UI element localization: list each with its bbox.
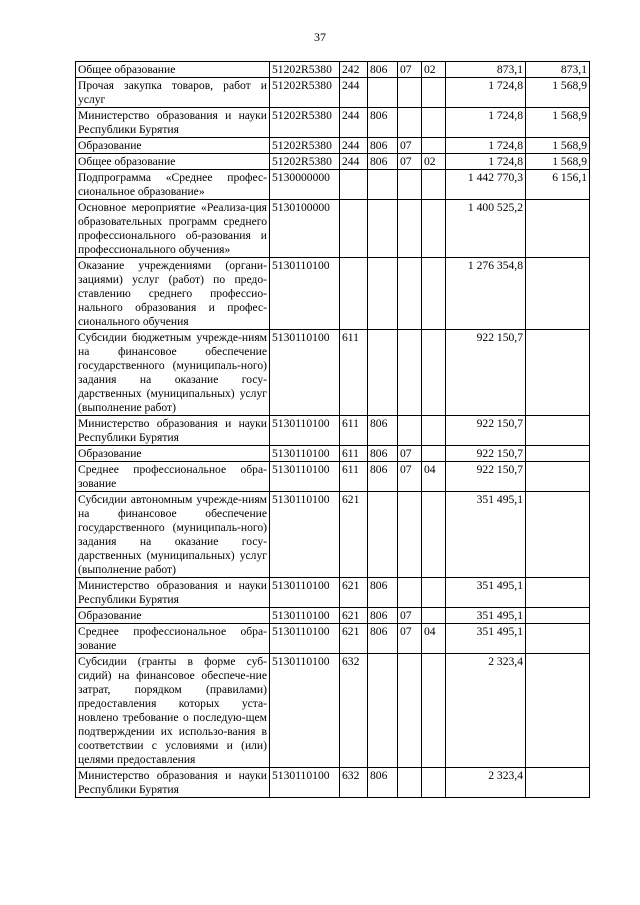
section-code-cell <box>398 654 422 768</box>
target-code-cell: 5130110100 <box>270 462 340 492</box>
target-code-cell: 5130110100 <box>270 492 340 578</box>
amount-second-cell: 1 568,9 <box>526 154 590 170</box>
table-row <box>76 768 590 798</box>
amount-cell: 1 724,8 <box>446 138 526 154</box>
administrator-code-cell: 806 <box>368 578 398 608</box>
row-name-cell: Общее образование <box>76 62 270 78</box>
subsection-code-cell <box>422 578 446 608</box>
table-row <box>76 170 590 200</box>
section-code-cell <box>398 768 422 798</box>
subsection-code-cell <box>422 170 446 200</box>
subsection-code-cell <box>422 768 446 798</box>
administrator-code-cell <box>368 330 398 416</box>
administrator-code-cell: 806 <box>368 768 398 798</box>
amount-second-cell <box>526 624 590 654</box>
table-row <box>76 416 590 446</box>
section-code-cell <box>398 258 422 330</box>
amount-cell: 351 495,1 <box>446 624 526 654</box>
amount-second-cell: 1 568,9 <box>526 138 590 154</box>
target-code-cell: 51202R5380 <box>270 78 340 108</box>
row-name-cell: Оказание учреждениями (органи-зациями) услуг (работ) по предо-ставлению среднего профессио-нального образования и профес-сионального обучения <box>76 258 270 330</box>
subsection-code-cell <box>422 330 446 416</box>
amount-cell: 922 150,7 <box>446 462 526 492</box>
expense-type-cell <box>340 200 368 258</box>
section-code-cell: 07 <box>398 62 422 78</box>
table-row <box>76 446 590 462</box>
subsection-code-cell <box>422 258 446 330</box>
target-code-cell: 51202R5380 <box>270 108 340 138</box>
administrator-code-cell: 806 <box>368 108 398 138</box>
row-name-cell: Образование <box>76 138 270 154</box>
amount-second-cell <box>526 258 590 330</box>
target-code-cell: 5130110100 <box>270 768 340 798</box>
section-code-cell <box>398 170 422 200</box>
section-code-cell <box>398 200 422 258</box>
row-name-cell: Прочая закупка товаров, работ и услуг <box>76 78 270 108</box>
row-name-cell: Среднее профессиональное обра-зование <box>76 462 270 492</box>
section-code-cell: 07 <box>398 608 422 624</box>
table-row <box>76 154 590 170</box>
table-row <box>76 608 590 624</box>
amount-second-cell: 6 156,1 <box>526 170 590 200</box>
expense-type-cell: 621 <box>340 492 368 578</box>
row-name-cell: Среднее профессиональное обра-зование <box>76 624 270 654</box>
administrator-code-cell <box>368 200 398 258</box>
amount-second-cell <box>526 200 590 258</box>
amount-cell: 1 276 354,8 <box>446 258 526 330</box>
target-code-cell: 5130110100 <box>270 258 340 330</box>
row-name-cell: Образование <box>76 446 270 462</box>
section-code-cell: 07 <box>398 154 422 170</box>
amount-cell: 1 442 770,3 <box>446 170 526 200</box>
subsection-code-cell <box>422 654 446 768</box>
section-code-cell <box>398 330 422 416</box>
amount-second-cell <box>526 654 590 768</box>
subsection-code-cell <box>422 608 446 624</box>
administrator-code-cell: 806 <box>368 138 398 154</box>
amount-cell: 1 724,8 <box>446 108 526 138</box>
amount-cell: 351 495,1 <box>446 608 526 624</box>
administrator-code-cell: 806 <box>368 416 398 446</box>
section-code-cell <box>398 492 422 578</box>
row-name-cell: Субсидии бюджетным учрежде-ниям на финансовое обеспечение государственного (муниципаль-ного) задания на оказание госу-дарственных (муниципальных) услуг (выполнение работ) <box>76 330 270 416</box>
target-code-cell: 51202R5380 <box>270 62 340 78</box>
expense-type-cell: 242 <box>340 62 368 78</box>
table-row <box>76 108 590 138</box>
subsection-code-cell <box>422 78 446 108</box>
row-name-cell: Субсидии (гранты в форме суб-сидий) на финансовое обеспече-ние затрат, порядком (правилами) предоставления которых уста-новлено требование о последую-щем подтверждении их использо-вания в соответствии с условиями и (или) целями предоставления <box>76 654 270 768</box>
target-code-cell: 5130110100 <box>270 416 340 446</box>
section-code-cell: 07 <box>398 462 422 492</box>
expense-type-cell: 621 <box>340 624 368 654</box>
amount-second-cell <box>526 462 590 492</box>
row-name-cell: Министерство образования и науки Республики Бурятия <box>76 108 270 138</box>
table-row <box>76 78 590 108</box>
row-name-cell: Общее образование <box>76 154 270 170</box>
administrator-code-cell: 806 <box>368 624 398 654</box>
subsection-code-cell <box>422 416 446 446</box>
row-name-cell: Основное мероприятие «Реализа-ция образовательных программ среднего профессионального об-разования и профессионального обучения» <box>76 200 270 258</box>
target-code-cell: 5130110100 <box>270 330 340 416</box>
expense-type-cell: 632 <box>340 654 368 768</box>
amount-cell: 873,1 <box>446 62 526 78</box>
administrator-code-cell: 806 <box>368 462 398 492</box>
page-number: 37 <box>314 30 326 44</box>
subsection-code-cell: 02 <box>422 62 446 78</box>
administrator-code-cell <box>368 492 398 578</box>
target-code-cell: 5130110100 <box>270 608 340 624</box>
section-code-cell: 07 <box>398 624 422 654</box>
amount-second-cell <box>526 578 590 608</box>
table-row <box>76 258 590 330</box>
section-code-cell <box>398 416 422 446</box>
target-code-cell: 51202R5380 <box>270 138 340 154</box>
administrator-code-cell: 806 <box>368 608 398 624</box>
table-row <box>76 462 590 492</box>
amount-cell: 922 150,7 <box>446 446 526 462</box>
expense-type-cell: 611 <box>340 446 368 462</box>
table-row <box>76 200 590 258</box>
expense-type-cell: 632 <box>340 768 368 798</box>
target-code-cell: 5130100000 <box>270 200 340 258</box>
table-row <box>76 654 590 768</box>
amount-second-cell: 1 568,9 <box>526 108 590 138</box>
subsection-code-cell: 04 <box>422 462 446 492</box>
administrator-code-cell: 806 <box>368 62 398 78</box>
amount-second-cell <box>526 492 590 578</box>
amount-cell: 351 495,1 <box>446 492 526 578</box>
expense-type-cell: 611 <box>340 330 368 416</box>
table-row <box>76 62 590 78</box>
administrator-code-cell: 806 <box>368 154 398 170</box>
row-name-cell: Подпрограмма «Среднее профес-сиональное образование» <box>76 170 270 200</box>
subsection-code-cell <box>422 108 446 138</box>
subsection-code-cell <box>422 200 446 258</box>
expense-type-cell: 244 <box>340 108 368 138</box>
target-code-cell: 5130110100 <box>270 578 340 608</box>
row-name-cell: Субсидии автономным учрежде-ниям на финансовое обеспечение государственного (муниципаль-ного) задания на оказание госу-дарственных (муниципальных) услуг (выполнение работ) <box>76 492 270 578</box>
administrator-code-cell <box>368 78 398 108</box>
expense-type-cell <box>340 170 368 200</box>
section-code-cell <box>398 578 422 608</box>
row-name-cell: Министерство образования и науки Республики Бурятия <box>76 416 270 446</box>
expense-type-cell: 244 <box>340 138 368 154</box>
administrator-code-cell: 806 <box>368 446 398 462</box>
section-code-cell <box>398 108 422 138</box>
target-code-cell: 5130110100 <box>270 624 340 654</box>
amount-cell: 922 150,7 <box>446 416 526 446</box>
section-code-cell: 07 <box>398 138 422 154</box>
subsection-code-cell: 02 <box>422 154 446 170</box>
target-code-cell: 5130000000 <box>270 170 340 200</box>
amount-second-cell <box>526 330 590 416</box>
amount-second-cell <box>526 416 590 446</box>
amount-cell: 2 323,4 <box>446 768 526 798</box>
expense-type-cell: 621 <box>340 578 368 608</box>
administrator-code-cell <box>368 170 398 200</box>
target-code-cell: 51202R5380 <box>270 154 340 170</box>
amount-cell: 2 323,4 <box>446 654 526 768</box>
table-row <box>76 578 590 608</box>
expense-type-cell: 244 <box>340 154 368 170</box>
amount-cell: 1 724,8 <box>446 154 526 170</box>
amount-cell: 1 400 525,2 <box>446 200 526 258</box>
row-name-cell: Министерство образования и науки Республики Бурятия <box>76 578 270 608</box>
amount-cell: 922 150,7 <box>446 330 526 416</box>
table-row <box>76 138 590 154</box>
section-code-cell: 07 <box>398 446 422 462</box>
administrator-code-cell <box>368 258 398 330</box>
row-name-cell: Министерство образования и науки Республики Бурятия <box>76 768 270 798</box>
amount-second-cell <box>526 768 590 798</box>
amount-second-cell <box>526 608 590 624</box>
table-row <box>76 492 590 578</box>
budget-table <box>75 61 590 798</box>
table-row <box>76 330 590 416</box>
subsection-code-cell <box>422 138 446 154</box>
amount-second-cell: 873,1 <box>526 62 590 78</box>
expense-type-cell: 244 <box>340 78 368 108</box>
subsection-code-cell <box>422 446 446 462</box>
subsection-code-cell <box>422 492 446 578</box>
target-code-cell: 5130110100 <box>270 654 340 768</box>
subsection-code-cell: 04 <box>422 624 446 654</box>
row-name-cell: Образование <box>76 608 270 624</box>
amount-cell: 351 495,1 <box>446 578 526 608</box>
amount-second-cell: 1 568,9 <box>526 78 590 108</box>
table-row <box>76 624 590 654</box>
expense-type-cell <box>340 258 368 330</box>
expense-type-cell: 611 <box>340 416 368 446</box>
target-code-cell: 5130110100 <box>270 446 340 462</box>
expense-type-cell: 621 <box>340 608 368 624</box>
expense-type-cell: 611 <box>340 462 368 492</box>
section-code-cell <box>398 78 422 108</box>
amount-second-cell <box>526 446 590 462</box>
amount-cell: 1 724,8 <box>446 78 526 108</box>
administrator-code-cell <box>368 654 398 768</box>
